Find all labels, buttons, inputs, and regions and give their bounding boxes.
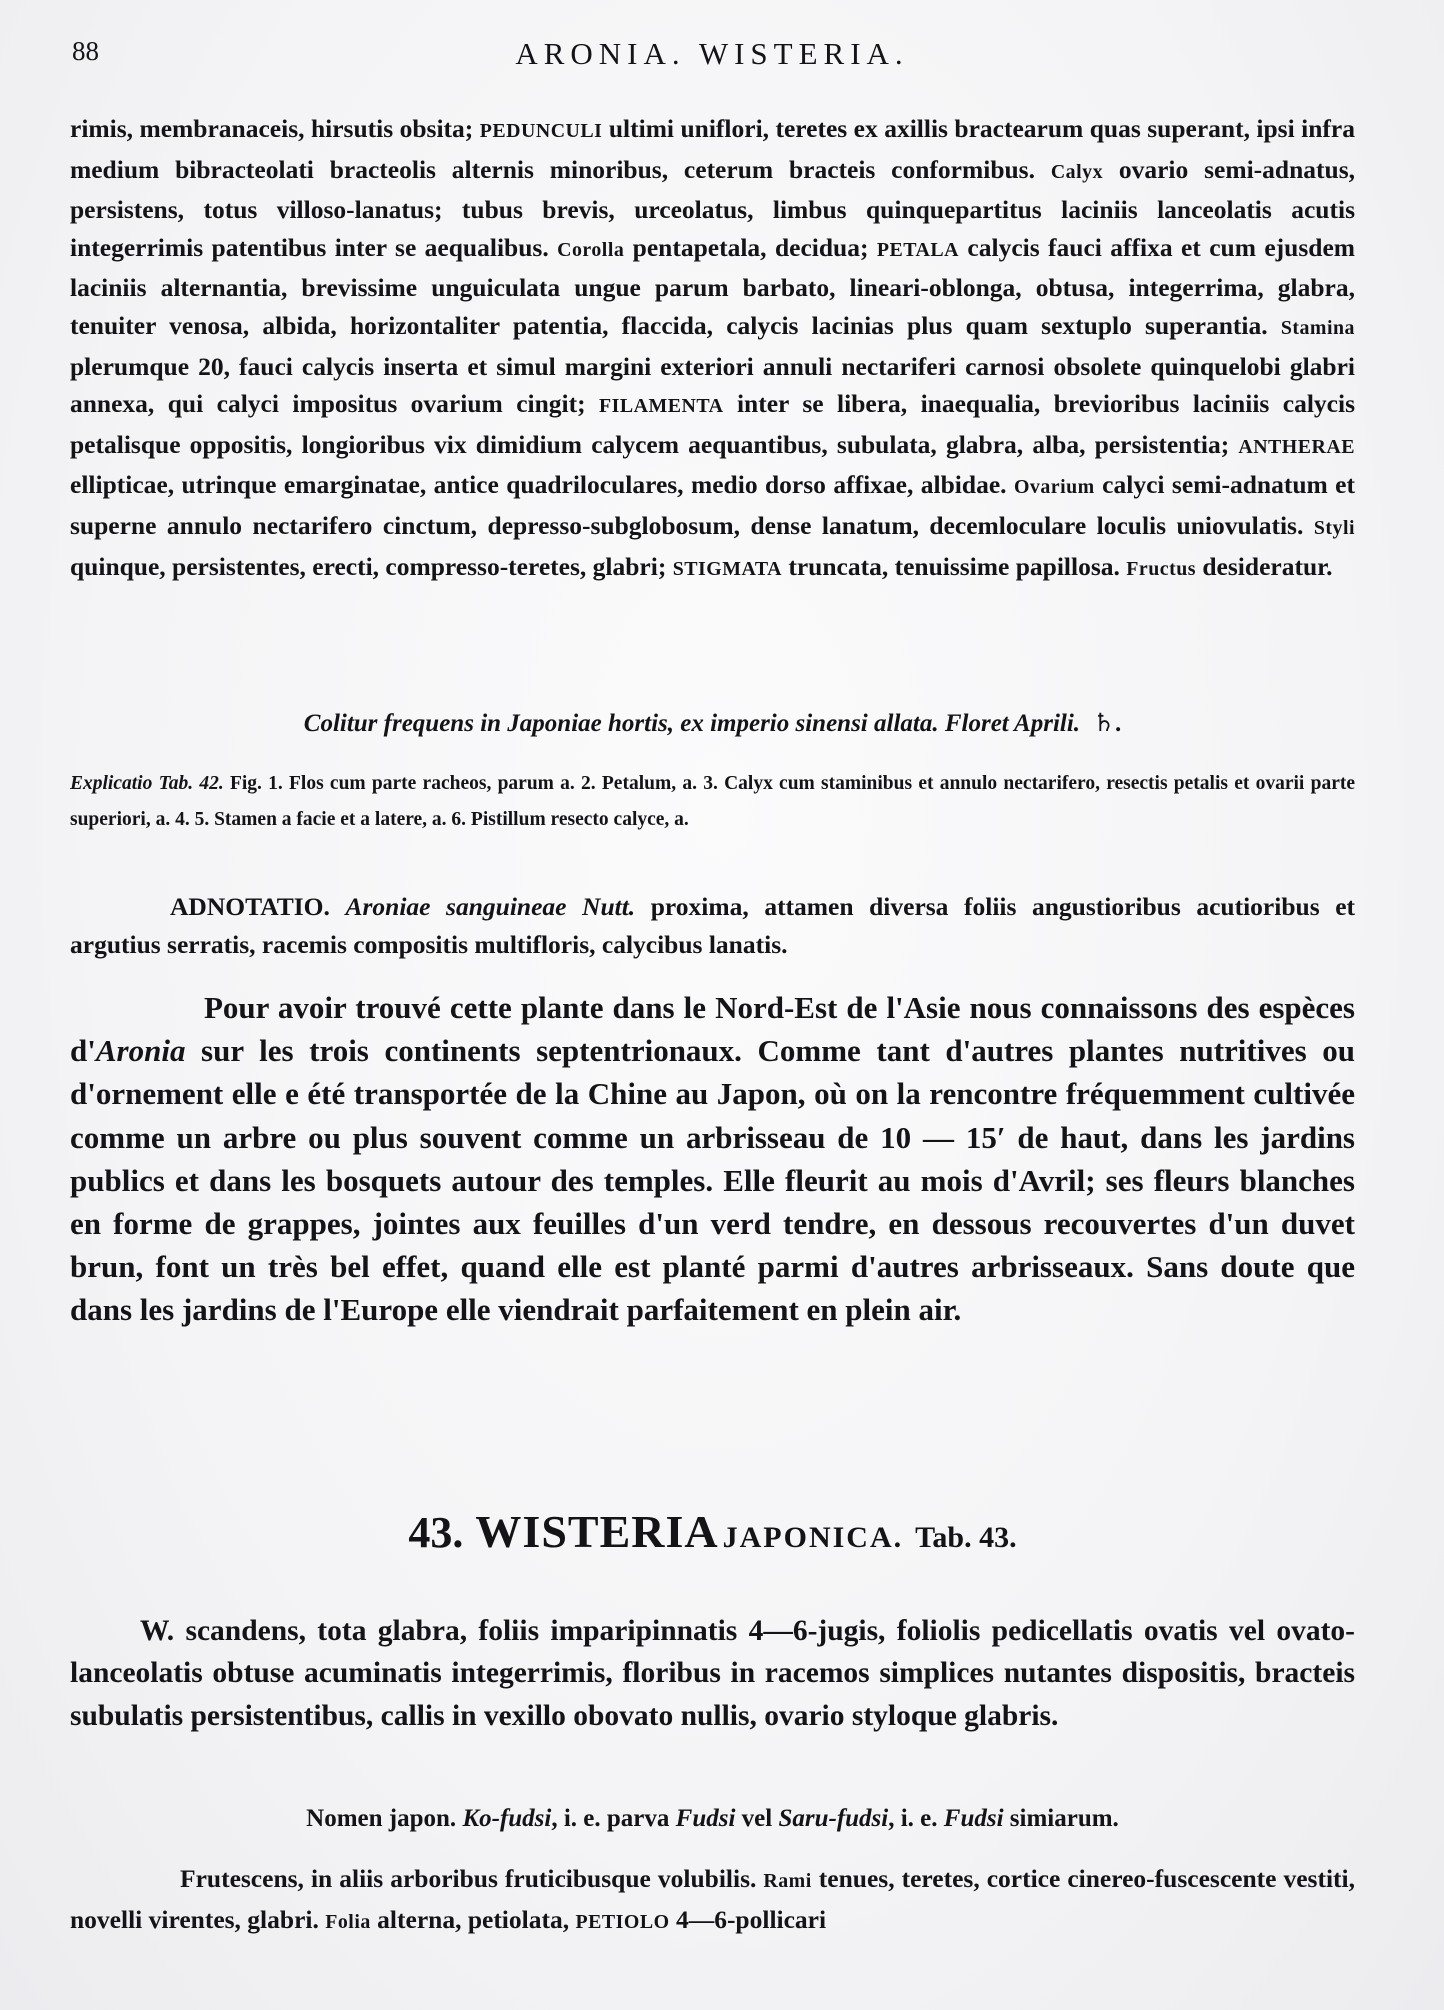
text-run: 4—6-pollicari [669,1904,827,1934]
text-run: tenues, teretes, cortice cinereo-fuscescente vestiti, novelli virentes, glabri. [70,1864,1355,1934]
text-run: , i. e. parva [551,1805,676,1832]
text-run: plerumque 20, fauci calycis inserta et simul margini exteriori annuli nectariferi carnosi obsolete quinquelobi glabri annexa, qui calyci impositus ovarium cingit; [70,351,1355,419]
text-run: ovario semi-adnatus, persistens, totus villoso-lanatus; tubus brevis, urceolatus, limbus quinquepartitus laciniis lanceolatis acutis integerrimis patentibus inter se aequalibus. [70,154,1355,262]
keyword-calyx: Calyx [1050,160,1104,183]
keyword-petiolo: PETIOLO [575,1910,670,1933]
french-text: sur les trois continents septentrionaux. Comme tant d'autres plantes nutritives ou d'ornement elle e été transportée de la Chine au Japon, où on la rencontre fréquemment cultivée comme un arbre ou plus souvent comme un arbrisseau de 10 — 15′ de haut, dans les jardins publics et dans les bosquets autour des temples. Elle fleurit au mois d'Avril; ses fleurs blanches en forme de grappes, jointes aux feuilles d'un verd tendre, en dessous recouvertes d'un duvet brun, font un très bel effet, quand elle est planté parmi d'autres arbrisseaux. Sans doute que dans les jardins de l'Europe elle viendrait parfaitement en plein air. [70,1033,1355,1328]
species-genus: WISTERIA [475,1506,719,1557]
aronia-description-paragraph [70,110,1355,588]
text-run: calyci semi-adnatum et superne annulo nectarifero cinctum, depresso-subglobosum, dense lanatum, decemloculare loculis uniovulatis. [70,470,1355,540]
japanese-name: Ko-fudsi [462,1805,552,1832]
text-run: rimis, membranaceis, hirsutis obsita; [70,114,480,143]
cultivation-note [70,708,1355,738]
species-heading [70,1505,1355,1558]
text-run: Frutescens, in aliis arboribus fruticibusque volubilis. [180,1864,764,1893]
running-title: ARONIA. WISTERIA. [515,36,909,71]
french-paragraph [70,986,1355,1332]
text-run: truncata, tenuissime papillosa. [781,551,1127,581]
keyword-stigmata: STIGMATA [672,557,782,580]
keyword-rami: Rami [763,1870,812,1892]
text-run: pentapetala, decidua; [624,232,877,262]
page-number: 88 [72,36,99,66]
text-run: , i. e. [888,1805,944,1832]
annotation-label: ADNOTATIO. [170,892,330,921]
cultivation-text: Colitur frequens in Japoniae hortis, ex imperio sinensi allata. Floret Aprili. [303,710,1081,737]
keyword-ovarium: Ovarium [1013,476,1095,499]
keyword-filamenta: FILAMENTA [599,395,724,418]
species-number: 43. [408,1508,464,1557]
plate-explanation-text: Fig. 1. Flos cum parte racheos, parum a. 2. Petalum, a. 3. Calyx cum staminibus et annulo nectarifero, resectis petalis et ovarii parte superiori, a. 4. 5. Stamen a facie et a latere, a. 6. Pistillum resecto calyce, a. [70,773,1355,830]
text-run: inter se libera, inaequalia, brevioribus laciniis calycis petalisque oppositis, longioribus vix dimidium calycem aequantibus, subulata, glabra, alba, persistentia; [70,389,1355,459]
text-run: quinque, persistentes, erecti, compresso-teretes, glabri; [70,551,673,581]
diagnosis-paragraph: W. scandens, tota glabra, foliis imparipinnatis 4—6-jugis, foliolis pedicellatis ovatis vel ovato-lanceolatis obtuse acuminatis integerrimis, floribus in racemos simplices nutantes dispositis, bracteis subulatis persistentibus, callis in vexillo obovato nullis, ovario styloque glabris. [70,1615,1355,1732]
species-epithet: JAPONICA. [722,1521,904,1554]
keyword-antherae: ANTHERAE [1238,435,1355,458]
japanese-name: Saru-fudsi [778,1805,889,1832]
text-run: vel [735,1805,779,1832]
french-genus-name: Aronia [95,1033,186,1069]
text-run: ultimi uniflori, teretes ex axillis bractearum quas superant, ipsi infra medium bibracteolati bracteolis alternis minoribus, ceterum bracteis conformibus. [70,114,1355,184]
french-text: Pour avoir trouvé cette plante dans le Nord-Est de l'Asie nous connaissons des espèces d' [70,990,1355,1069]
text-run: alterna, petiolata, [370,1904,576,1934]
text-run: desideratur. [1196,551,1333,581]
keyword-fructus: Fructus [1126,557,1196,580]
wisteria-description-paragraph [70,1860,1355,1941]
keyword-pedunculi: PEDUNCULI [479,120,603,142]
keyword-corolla: Corolla [557,238,625,261]
plate-reference: Tab. 43. [915,1521,1017,1554]
text-run: Nomen japon. [306,1805,463,1832]
plate-explanation [70,766,1355,838]
japanese-name-line [70,1805,1355,1833]
plate-explanation-label: Explicatio Tab. 42. [70,773,224,794]
page-header [72,36,1352,76]
shrub-symbol: ♄. [1092,710,1122,737]
japanese-name: Fudsi [675,1805,736,1832]
annotation-text: proxima, attamen diversa foliis angustioribus acutioribus et argutius serratis, racemis compositis multifloris, calycibus lanatis. [70,892,1355,959]
keyword-styli: Styli [1313,516,1355,539]
annotation-paragraph [70,888,1355,963]
annotation-species: Aroniae sanguineae Nutt. [345,892,636,921]
text-run: calycis fauci affixa et cum ejusdem laciniis alternantia, brevissime unguiculata ungue parum barbato, lineari-oblonga, obtusa, integerrima, glabra, tenuiter venosa, albida, horizontaliter patentia, flaccida, calycis lacinias plus quam sextuplo superantia. [70,232,1356,340]
text-run: ellipticae, utrinque emarginatae, antice quadriloculares, medio dorso affixae, albidae. [70,470,1014,500]
keyword-folia: Folia [325,1910,371,1933]
keyword-stamina: Stamina [1280,316,1355,339]
text-run: simiarum. [1003,1805,1119,1832]
japanese-name: Fudsi [943,1805,1004,1832]
keyword-petala: PETALA [876,238,960,261]
